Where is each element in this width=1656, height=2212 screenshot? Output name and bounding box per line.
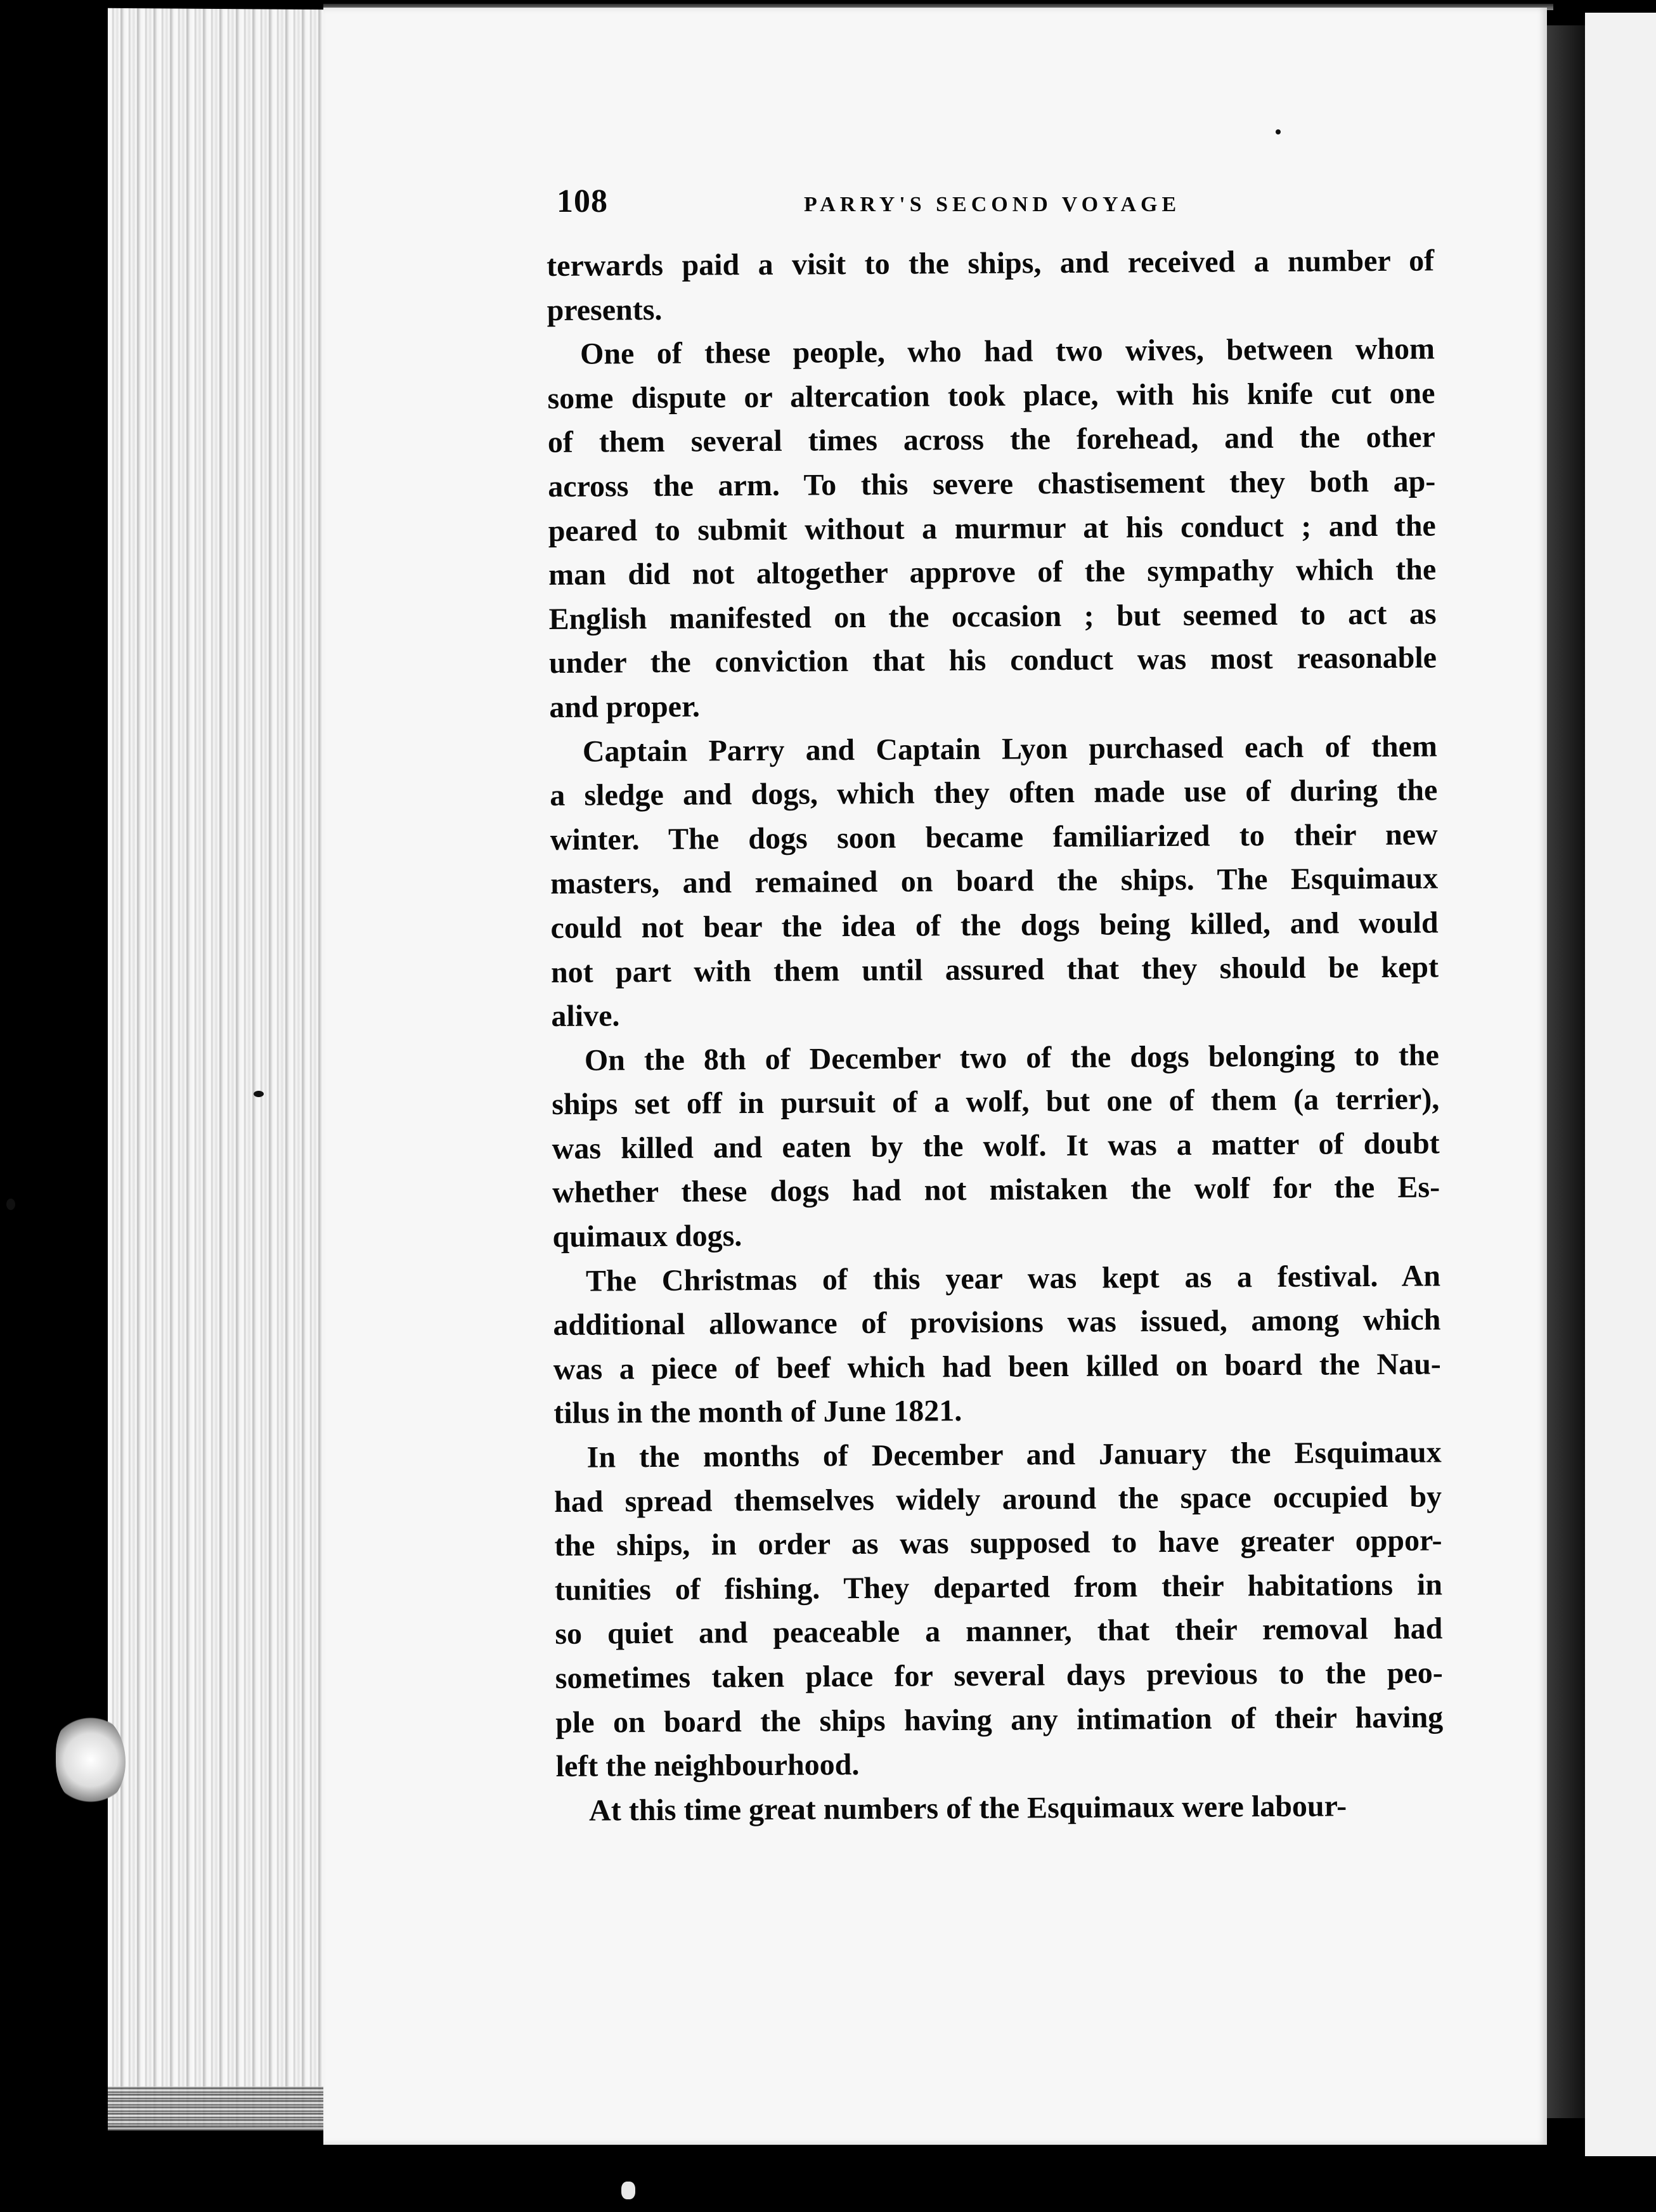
text-line: quimaux dogs.: [552, 1219, 742, 1254]
text-line: of them several times across the forehead, and the other: [547, 420, 1436, 460]
text-line: The Christmas of this year was kept as a festival. An: [585, 1259, 1441, 1298]
paragraph-cont: [553, 1298, 1441, 1436]
ink-speck: [1276, 129, 1281, 134]
paragraph: [547, 238, 1435, 332]
text-line: a sledge and dogs, which they often made use of during the: [550, 773, 1438, 813]
text-line: ships set off in pursuit of a wolf, but one of them (a terrier),: [552, 1082, 1440, 1122]
book-page-edges: [108, 8, 337, 2128]
text-line: peared to submit without a murmur at his conduct ; and the: [548, 509, 1436, 548]
text-line: some dispute or altercation took place, with his knife cut one: [547, 376, 1435, 415]
text-line: tilus in the month of June 1821.: [553, 1394, 962, 1431]
text-line: alive.: [551, 999, 620, 1034]
text-line: under the conviction that his conduct was most reasonable: [548, 641, 1437, 680]
bottom-scan-mark: [621, 2182, 635, 2199]
text-line: terwards paid a visit to the ships, and received a number of: [547, 244, 1435, 283]
book-bottom-edge: [108, 2086, 349, 2131]
running-head: PARRY'S SECOND VOYAGE: [804, 193, 1181, 216]
body-text: [547, 238, 1444, 1833]
text-line: was killed and eaten by the wolf. It was a matter of doubt: [552, 1126, 1440, 1166]
text-line: Captain Parry and Captain Lyon purchased each of them: [582, 729, 1438, 769]
paragraph-cont: [547, 371, 1437, 729]
ink-speck: [254, 1091, 264, 1097]
page-number: 108: [557, 183, 608, 219]
text-line: sometimes taken place for several days previous to the peo-: [555, 1656, 1443, 1695]
text-line: could not bear the idea of the dogs being killed, and would: [550, 906, 1439, 945]
ink-speck: [6, 1199, 15, 1210]
text-line: One of these people, who had two wives, between whom: [579, 332, 1435, 371]
paragraph: [553, 1254, 1440, 1303]
facing-page-sliver: [1585, 13, 1656, 2156]
paragraph-cont: [552, 1077, 1440, 1259]
text-line: presents.: [547, 292, 663, 327]
text-line: was a piece of beef which had been killed on board the Nau-: [553, 1347, 1441, 1386]
text-line: whether these dogs had not mistaken the wolf for the Es-: [552, 1170, 1440, 1210]
paragraph-cont: [550, 769, 1439, 1039]
text-line: and proper.: [549, 689, 701, 724]
text-line: ple on board the ships having any intimation of their having: [555, 1700, 1444, 1740]
text-line: additional allowance of provisions was issued, among which: [553, 1303, 1441, 1343]
gutter-shadow: [1547, 25, 1585, 2118]
text-line: man did not altogether approve of the sympathy which the: [548, 552, 1437, 592]
text-line: the ships, in order as was supposed to have greater oppor-: [554, 1523, 1442, 1563]
paragraph-cont: [554, 1474, 1444, 1789]
paragraph: [552, 1033, 1439, 1083]
text-line: so quiet and peaceable a manner, that their removal had: [555, 1611, 1443, 1651]
text-line: tunities of fishing. They departed from their habitations in: [554, 1568, 1443, 1607]
text-line: winter. The dogs soon became familiarized to their new: [550, 817, 1438, 857]
text-line: masters, and remained on board the ships. The Esquimaux: [550, 861, 1439, 901]
paragraph: [553, 1430, 1441, 1480]
text-line: left the neighbourhood.: [555, 1748, 860, 1784]
text-line: On the 8th of December two of the dogs belonging to the: [584, 1038, 1439, 1077]
text-line: across the arm. To this severe chastisement they both ap-: [548, 464, 1436, 504]
text-line: At this time great numbers of the Esquimaux were labour-: [588, 1789, 1347, 1828]
paragraph: [547, 327, 1435, 377]
text-line: In the months of December and January the Esquimaux: [586, 1435, 1442, 1474]
text-line: had spread themselves widely around the space occupied by: [553, 1480, 1442, 1519]
paragraph: [556, 1783, 1444, 1833]
text-line: English manifested on the occasion ; but seemed to act as: [548, 597, 1437, 636]
text-line: not part with them until assured that they should be kept: [550, 949, 1439, 989]
paragraph: [550, 724, 1437, 774]
